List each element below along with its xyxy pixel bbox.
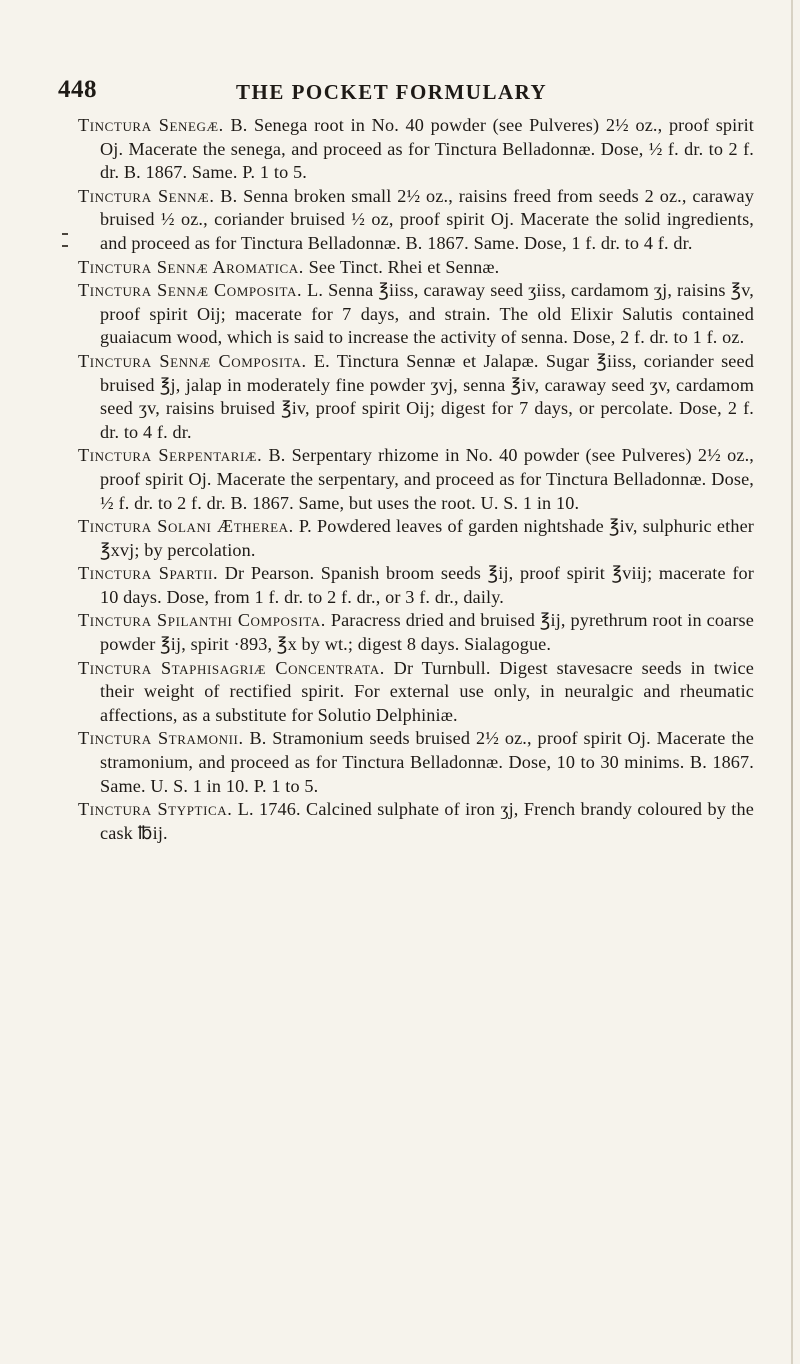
page-number: 448 [58,76,97,103]
entry-tinctura-sennae-composita-l [78,279,754,350]
entry-text: B. Serpentary rhizome in No. 40 powder (see Pulveres) 2½ oz., proof spirit Oj. Macerate the serpentary, and proceed as for Tinctura Belladonnæ. Dose, ½ f. dr. to 2 f. dr. B. 1867. Same, but uses the root. U. S. 1 in 10. [100,445,755,513]
entry-heading: Tinctura Spartii. [78,563,219,584]
entry-tinctura-sennae [78,185,754,256]
page-header [0,76,800,110]
entry-text: L. 1746. Calcined sulphate of iron ʒj, French brandy coloured by the cask ℔ij. [100,799,754,843]
entry-tinctura-spartii [78,562,754,609]
entry-text: See Tinct. Rhei et Sennæ. [303,256,500,277]
entry-text: E. Tinctura Sennæ et Jalapæ. Sugar ℥iiss, coriander seed bruised ℥j, jalap in moderately fine powder ʒvj, senna ℥iv, caraway seed ʒv, cardamom seed ʒv, raisins bruised ℥iv, proof spirit Oij; digest for 7 days, or percolate. Dose, 2 f. dr. to 4 f. dr. [100,350,754,442]
entry-heading: Tinctura Sennæ Composita. [78,280,303,301]
entry-text: Paracress dried and bruised ℥ij, pyrethrum root in coarse powder ℥ij, spirit ·893, ℥x by wt.; digest 8 days. Sialagogue. [100,610,754,655]
entry-text: Dr Turnbull. Digest stavesacre seeds in twice their weight of rectified spirit. For external use only, in neuralgic and rheumatic affections, as a substitute for Solutio Delphiniæ. [100,657,754,725]
entry-tinctura-spilanthi-composita [78,609,754,656]
entry-tinctura-sennae-aromatica [78,256,754,280]
margin-mark [62,245,68,247]
entry-heading: Tinctura Styptica. [78,799,233,820]
entry-tinctura-senegae [78,114,754,185]
entry-heading: Tinctura Serpentariæ. [78,445,263,466]
entry-heading: Tinctura Sennæ Aromatica. [78,256,304,277]
entry-text: L. Senna ℥iiss, caraway seed ʒiiss, cardamom ʒj, raisins ℥v, proof spirit Oij; macerate for 7 days, and strain. The old Elixir Salutis contained guaiacum wood, which is said to increase the activity of senna. Dose, 2 f. dr. to 1 f. oz. [100,280,754,348]
formulary-entries [78,114,754,845]
entry-text: Dr Pearson. Spanish broom seeds ℥ij, proof spirit ℥viij; macerate for 10 days. Dose, from 1 f. dr. to 2 f. dr., or 3 f. dr., daily. [100,563,754,607]
entry-heading: Tinctura Solani Ætherea. [78,516,294,537]
entry-heading: Tinctura Stramonii. [78,728,244,749]
entry-tinctura-solani-aetherea [78,515,754,562]
entry-heading: Tinctura Senegæ. [78,115,224,135]
running-head: THE POCKET FORMULARY [236,80,548,104]
entry-heading: Tinctura Staphisagriæ Concentrata. [78,657,385,678]
entry-heading: Tinctura Sennæ Composita. [78,350,307,371]
margin-mark [62,233,68,235]
entry-heading: Tinctura Spilanthi Composita. [78,610,326,631]
entry-text: B. Stramonium seeds bruised 2½ oz., proof spirit Oj. Macerate the stramonium, and proceed as for Tinctura Belladonnæ. Dose, 10 to 30 minims. B. 1867. Same. U. S. 1 in 10. P. 1 to 5. [100,728,755,796]
entry-heading: Tinctura Sennæ. [78,185,215,206]
entry-tinctura-styptica [78,798,754,845]
entry-tinctura-sennae-composita-e [78,350,754,444]
entry-text: B. Senega root in No. 40 powder (see Pulveres) 2½ oz., proof spirit Oj. Macerate the senega, and proceed as for Tinctura Belladonnæ. Dose, ½ f. dr. to 2 f. dr. B. 1867. Same. P. 1 to 5. [100,115,754,183]
entry-tinctura-serpentariae [78,444,754,515]
entry-tinctura-staphisagriae-concentrata [78,657,754,728]
entry-tinctura-stramonii [78,727,754,798]
page-edge-divider [791,0,793,1364]
entry-text: B. Senna broken small 2½ oz., raisins freed from seeds 2 oz., caraway bruised ½ oz., coriander bruised ½ oz, proof spirit Oj. Macerate the solid ingredients, and proceed as for Tinctura Belladonnæ. B. 1867. Same. Dose, 1 f. dr. to 4 f. dr. [100,185,754,253]
entry-text: P. Powdered leaves of garden nightshade ℥iv, sulphuric ether ℥xvj; by percolation. [100,516,754,560]
